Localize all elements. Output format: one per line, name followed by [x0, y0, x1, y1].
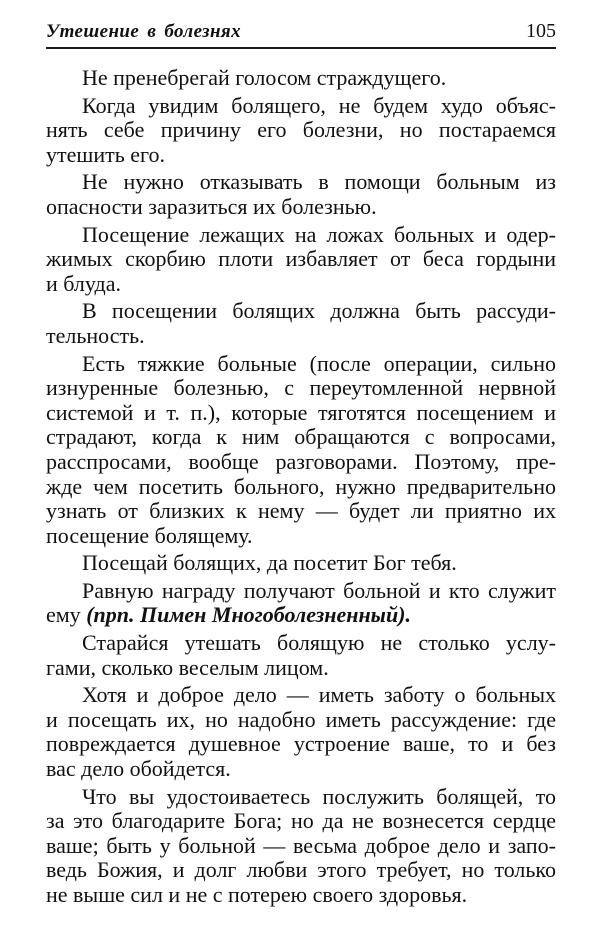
text-line: ведь Божия, и долг любви этого требует, но только [46, 857, 556, 883]
attribution: (прп. Пимен Многоболезненный). [86, 602, 411, 628]
text-line: страдают, когда к ним обращаются с вопросами, [46, 424, 556, 450]
text-line: Посещение лежащих на ложах больных и одер- [82, 221, 556, 247]
paragraph-3 [46, 170, 556, 219]
text-line: посещение болящему. [46, 522, 253, 548]
running-header [46, 19, 556, 49]
text-line: расспросами, вообще разговорами. Поэтому, пре- [46, 448, 556, 474]
text-line: Хотя и доброе дело — иметь заботу о больных [82, 682, 556, 708]
paragraph-5 [46, 299, 556, 348]
text-line: Посещай болящих, да посетит Бог тебя. [82, 550, 457, 576]
text-line: Когда увидим болящего, не будем худо объяс- [82, 92, 556, 118]
text-line [46, 603, 556, 628]
text-line: ваше; быть у больной — весьма доброе дело и запо- [46, 832, 556, 858]
text-line: Равную награду получают больной и кто служит [82, 577, 556, 603]
text-line: опасности заразиться их болезнью. [46, 193, 377, 219]
text-line: и посещать их, но надобно иметь рассуждение: где [46, 706, 556, 732]
text-line: узнать от близких к нему — будет ли приятно их [46, 498, 556, 524]
paragraph-10 [46, 683, 556, 781]
paragraph-1 [46, 66, 556, 91]
paragraph-6 [46, 352, 556, 549]
text-line: Старайся утешать болящую не столько услу- [82, 630, 556, 656]
text-line: нять себе причину его болезни, но постараемся [46, 117, 556, 143]
text-line: не выше сил и не с потерею своего здоровья. [46, 882, 468, 907]
text-line: Не нужно отказывать в помощи больным из [82, 169, 556, 195]
text-line: жде чем посетить больного, нужно предварительно [46, 473, 556, 499]
text-line: и блуда. [46, 270, 121, 296]
paragraph-7 [46, 551, 556, 576]
paragraph-9 [46, 631, 556, 680]
paragraph-4 [46, 223, 556, 297]
paragraph-2 [46, 94, 556, 168]
text-line: Что вы удостоиваетесь послужить болящей, то [82, 783, 556, 809]
text-line: тельность. [46, 322, 145, 348]
text-line: изнуренные болезнью, с переутомленной нервной [46, 375, 556, 401]
text-fragment: ему [46, 602, 87, 628]
text-line: Не пренебрегай голосом страждущего. [82, 65, 447, 90]
text-line: за это благодарите Бога; но да не вознесется сердце [46, 808, 556, 834]
text-line: жимых скорбию плоти избавляет от беса гордыни [46, 246, 556, 272]
paragraph-8 [46, 579, 556, 628]
text-line: вас дело обойдется. [46, 756, 231, 782]
page-number: 105 [526, 20, 556, 42]
text-line: повреждается душевное устроение ваше, то и без [46, 731, 556, 757]
paragraph-11 [46, 785, 556, 908]
body-text [46, 66, 556, 908]
text-line: гами, сколько веселым лицом. [46, 654, 329, 680]
text-line: утешить его. [46, 141, 165, 167]
text-line: системой и т. п.), которые тяготятся посещением и [46, 399, 556, 425]
running-title: Утешение в болезнях [46, 21, 242, 42]
text-line: В посещении болящих должна быть рассуди- [82, 298, 556, 324]
text-line: Есть тяжкие больные (после операции, сильно [82, 350, 556, 376]
